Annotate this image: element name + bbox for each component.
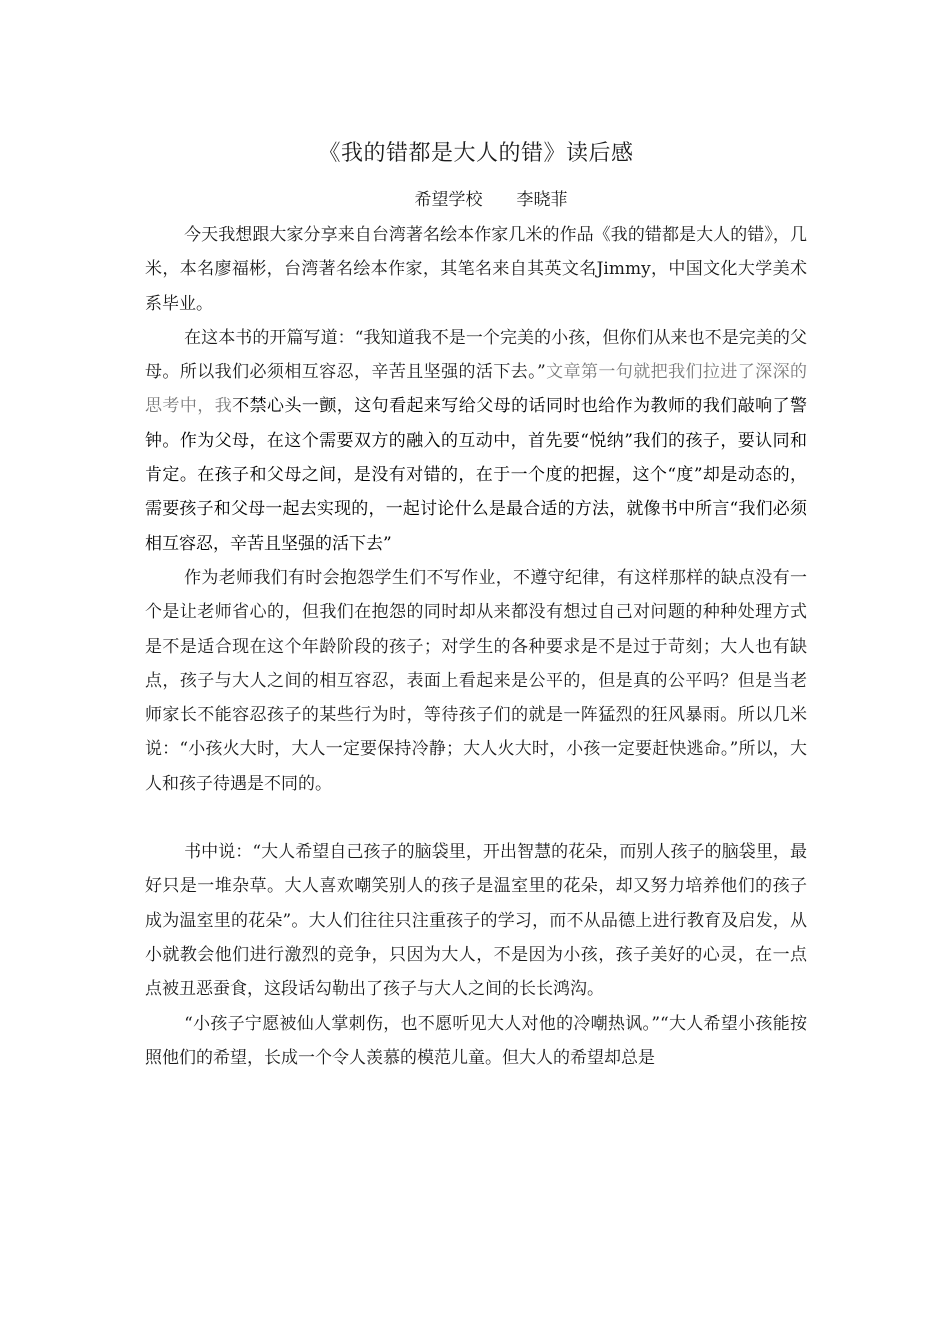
paragraph-highlight-text: 文章第一句就把我们拉进了深深的思考中，我 <box>145 362 808 417</box>
document-title: 《我的错都是大人的错》读后感 <box>318 141 634 166</box>
byline <box>145 182 807 218</box>
school-name: 希望学校 <box>414 190 483 210</box>
author-name: 李晓菲 <box>516 190 568 210</box>
paragraph-reflection-text: 不禁心头一颤，这句看起来写给父母的话同时也给作为教师的我们敲响了警钟。作为父母，在这个需要双方的融入的互动中，首先要“悦纳”我们的孩子，要认同和肯定。在孩子和父母之间，是没有对错的，在于一个度的把握，这个“度”却是动态的，需要孩子和父母一起去实现的，一起讨论什么是最合适的方法，就像书中所言“我们必须相互容忍，辛苦且坚强的活下去” <box>145 396 808 554</box>
paragraph-opening-quote-text: 在这本书的开篇写道：“我知道我不是一个完美的小孩，但你们从来也不是完美的父母。所以我们必须相互容忍，辛苦且坚强的活下去。” <box>145 327 807 383</box>
document-page <box>145 132 807 1075</box>
paragraph-cactus-quote: “小孩子宁愿被仙人掌刺伤，也不愿听见大人对他的冷嘲热讽。”“大人希望小孩能按照他们的希望，长成一个令人羡慕的模范儿童。但大人的希望却总是 <box>145 1013 807 1068</box>
paragraph-intro: 今天我想跟大家分享来自台湾著名绘本作家几米的作品《我的错都是大人的错》，几米，本名廖福彬，台湾著名绘本作家，其笔名来自其英文名Jimmy，中国文化大学美术系毕业。 <box>145 225 807 314</box>
paragraph-book-quote: 书中说：“大人希望自己孩子的脑袋里，开出智慧的花朵，而别人孩子的脑袋里，最好只是一堆杂草。大人喜欢嘲笑别人的孩子是温室里的花朵，却又努力培养他们的孩子成为温室里的花朵”。大人们往往只注重孩子的学习，而不从品德上进行教育及启发，从小就教会他们进行激烈的竞争，只因为大人，不是因为小孩，孩子美好的心灵，在一点点被丑恶蚕食，这段话勾勒出了孩子与大人之间的长长鸿沟。 <box>145 842 807 1000</box>
paragraph-opening-quote <box>145 321 807 561</box>
blank-line <box>145 801 807 835</box>
paragraph-teacher: 作为老师我们有时会抱怨学生们不写作业，不遵守纪律，有这样那样的缺点没有一个是让老师省心的，但我们在抱怨的同时却从来都没有想过自己对问题的种种处理方式是不是适合现在这个年龄阶段的孩子；对学生的各种要求是不是过于苛刻；大人也有缺点，孩子与大人之间的相互容忍，表面上看起来是公平的，但是真的公平吗？但是当老师家长不能容忍孩子的某些行为时，等待孩子们的就是一阵猛烈的狂风暴雨。所以几米说：“小孩火大时，大人一定要保持冷静；大人火大时，小孩一定要赶快逃命。”所以，大人和孩子待遇是不同的。 <box>145 567 807 794</box>
